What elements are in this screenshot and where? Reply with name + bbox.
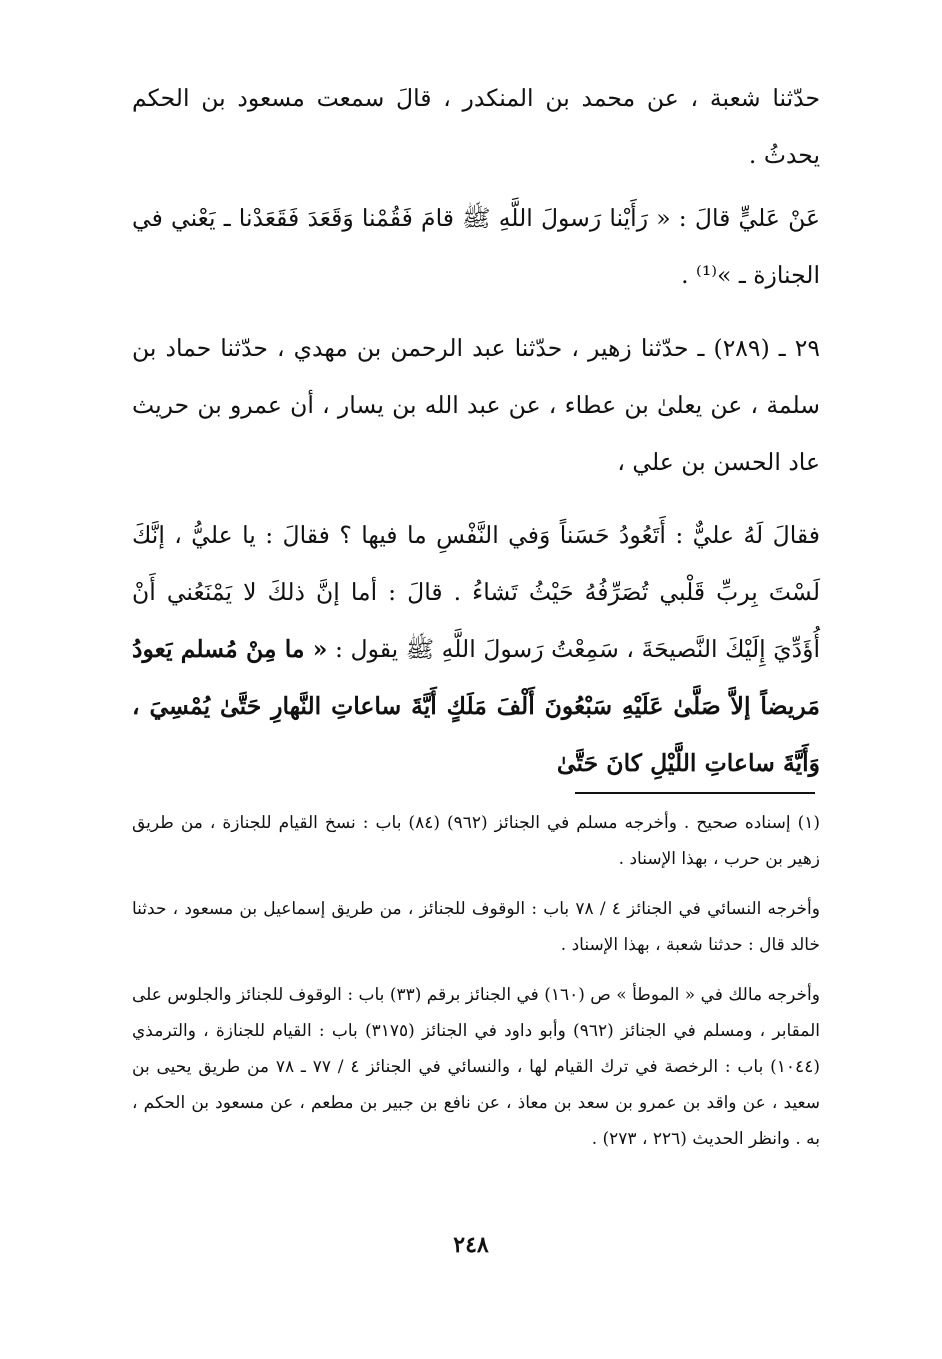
paragraph-chain-1: حدّثنا شعبة ، عن محمد بن المنكدر ، قالَ سمعت مسعود بن الحكم يحدثُ . [132, 84, 820, 169]
hadith-narrative: فقالَ لَهُ عليٌّ : أَتَعُودُ حَسَناً وَفي النَّفْسِ ما فيها ؟ فقالَ : يا عليُّ ، إنَّكَ لَسْتَ بِربِّ قَلْبي تُصَرِّفُهُ حَيْثُ تَشاءُ . قالَ : أما إنَّ ذلكَ لا يَمْنَعُني أَنْ أُؤَدِّيَ إِلَيْكَ النَّصيحَةَ ، سَمِعْتُ رَسولَ اللَّهِ ﷺ يقول : [132, 521, 820, 663]
footnotes [132, 805, 820, 1171]
footnote-3: وأخرجه مالك في « الموطأ » ص (١٦٠) في الجنائز برقم (٣٣) باب : الوقوف للجنائز والجلوس على المقابر ، ومسلم في الجنائز (٩٦٢) وأبو داود في الجنائز (٣١٧٥) باب : القيام للجنازة ، والترمذي (١٠٤٤) باب : الرخصة في ترك القيام لها ، والنسائي في الجنائز ٤ / ٧٧ ـ ٧٨ من طريق يحيى بن سعيد ، عن واقد بن عمرو بن سعد بن معاذ ، عن نافع بن جبير بن مطعم ، عن مسعود بن الحكم ، به . وانظر الحديث (٢٢٦ ، ٢٧٣) . [132, 985, 821, 1149]
footnote-divider [575, 792, 815, 794]
page-number: ٢٤٨ [453, 1232, 489, 1258]
paragraph-hadith-1: عَنْ عَليٍّ قالَ : « رَأَيْنا رَسولَ اللَّهِ ﷺ قامَ فَقُمْنا وَقَعَدَ فَقَعَدْنا ـ يَعْني في الجنازة ـ »⁽¹⁾ . [132, 204, 820, 289]
hadith-quote-bold: « ما مِنْ مُسلم يَعودُ مَريضاً إلاَّ صَلَّىٰ عَلَيْهِ سَبْعُونَ أَلْفَ مَلَكٍ أَيَّةَ ساعاتِ النَّهارِ حَتَّىٰ يُمْسِيَ ، وَأَيَّةَ ساعاتِ اللَّيْلِ كانَ حَتَّىٰ [132, 635, 820, 777]
footnote-1: (١) إسناده صحيح . وأخرجه مسلم في الجنائز (٩٦٢) (٨٤) باب : نسخ القيام للجنازة ، من طريق زهير بن حرب ، بهذا الإسناد . [132, 813, 820, 869]
main-text [132, 70, 820, 798]
paragraph-chain-2: ٢٩ ـ (٢٨٩) ـ حدّثنا زهير ، حدّثنا عبد الرحمن بن مهدي ، حدّثنا حماد بن سلمة ، عن يعلىٰ بن عطاء ، عن عبد الله بن يسار ، أن عمرو بن حريث عاد الحسن بن علي ، [132, 334, 820, 476]
footnote-2: وأخرجه النسائي في الجنائز ٤ / ٧٨ باب : الوقوف للجنائز ، من طريق إسماعيل بن مسعود ، حدثنا خالد قال : حدثنا شعبة ، بهذا الإسناد . [132, 899, 820, 955]
paragraph-hadith-2 [132, 507, 820, 792]
